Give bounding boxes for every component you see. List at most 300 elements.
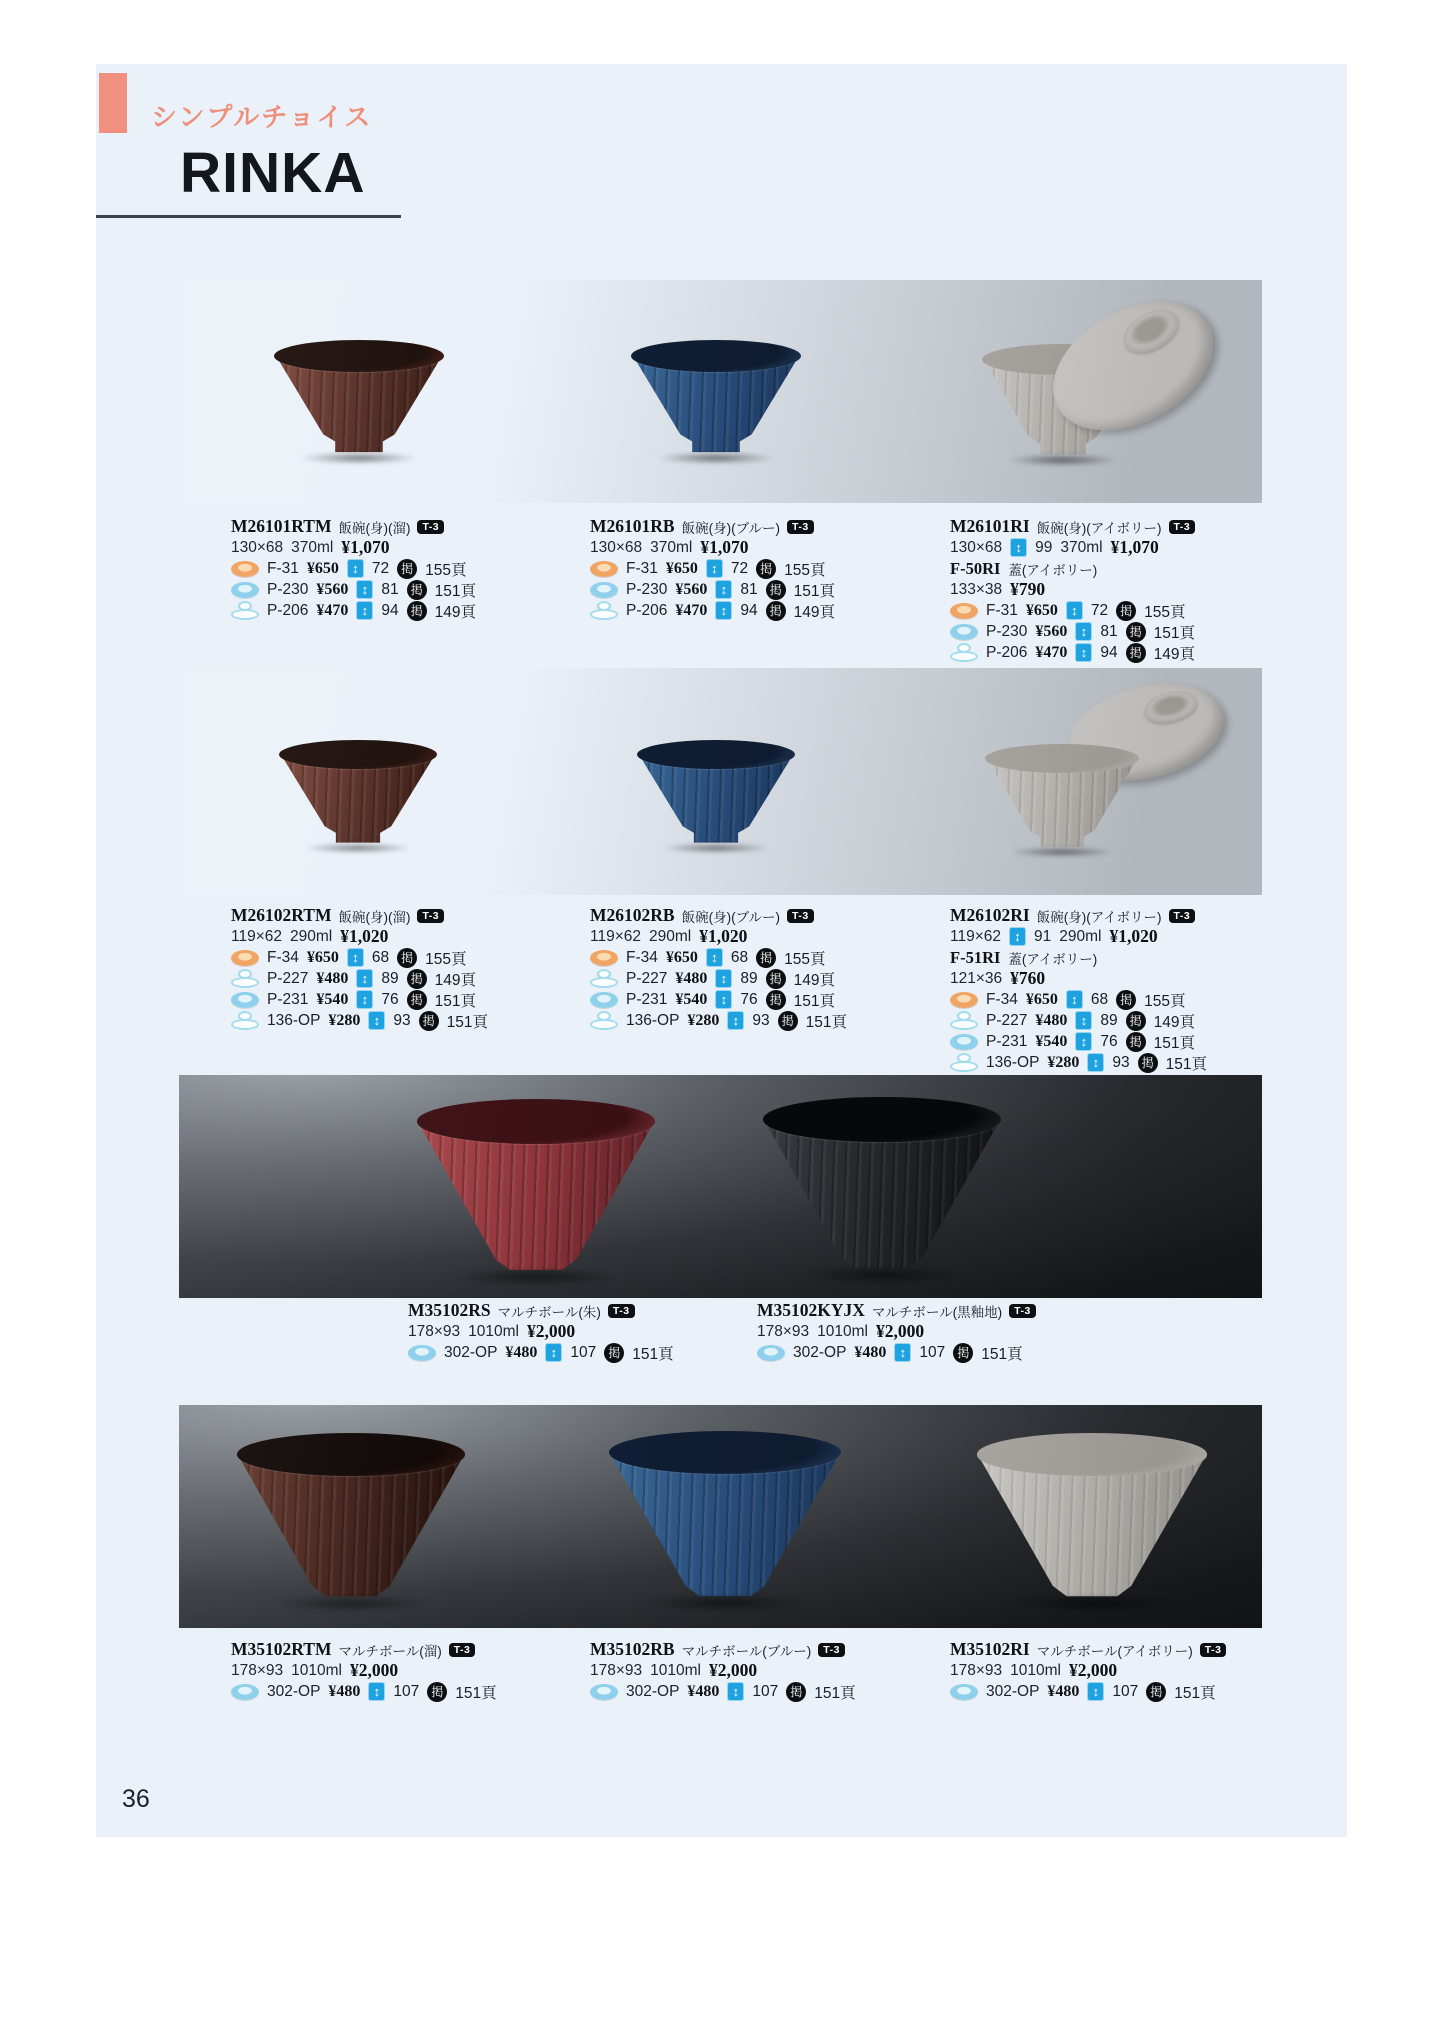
accessory-price: ¥650 xyxy=(665,559,698,577)
blue-lid-icon xyxy=(231,582,259,598)
stack-height-value: 72 xyxy=(1090,601,1109,619)
bowl-body xyxy=(977,1433,1207,1603)
product-code: M35102KYJX xyxy=(757,1300,865,1320)
stack-height-icon: ↕ xyxy=(727,1011,744,1030)
page-ref-value: 155頁 xyxy=(425,561,467,579)
stack-height-value: 72 xyxy=(371,559,390,577)
product-code: M26102RTM xyxy=(231,905,332,925)
outline-lid-icon xyxy=(590,969,618,988)
t3-badge: T-3 xyxy=(608,1304,635,1318)
accessory-row xyxy=(590,1681,935,1702)
accessory-code: 302-OP xyxy=(444,1343,498,1361)
orange-lid-icon xyxy=(950,992,978,1008)
price-value: ¥1,070 xyxy=(341,537,390,557)
stack-height-icon: ↕ xyxy=(347,948,364,967)
stack-height-value: 107 xyxy=(570,1343,597,1361)
stack-height-value: 81 xyxy=(740,580,758,598)
product-dims-row xyxy=(950,537,1295,558)
product-block xyxy=(950,1639,1295,1702)
photo-bowl-black xyxy=(763,1097,1001,1275)
accessory-price: ¥480 xyxy=(687,1682,720,1700)
accessory-row xyxy=(950,1052,1295,1073)
accessory-code: P-227 xyxy=(986,1011,1028,1029)
stack-height-value: 91 xyxy=(1034,927,1052,945)
bowl-body xyxy=(982,344,1144,460)
bowl-rim xyxy=(279,740,437,769)
outline-lid-icon xyxy=(950,1053,978,1072)
product-title-row xyxy=(590,905,935,926)
lid-dims-row xyxy=(950,579,1295,600)
stack-height-icon: ↕ xyxy=(356,601,373,620)
page-ref-icon: 掲 xyxy=(397,559,417,579)
lid-price: ¥790 xyxy=(1010,579,1046,599)
lid-price: ¥760 xyxy=(1010,968,1046,988)
size-value: 119×62 xyxy=(590,927,642,945)
page-number: 36 xyxy=(122,1785,150,1813)
stack-height-value: 93 xyxy=(752,1011,770,1029)
size-value: 119×62 xyxy=(950,927,1002,945)
size-value: 130×68 xyxy=(231,538,284,556)
page-ref-icon: 掲 xyxy=(604,1343,624,1363)
volume-value: 290ml xyxy=(290,927,333,945)
page-ref-icon: 掲 xyxy=(427,1682,447,1702)
volume-value: 370ml xyxy=(291,538,334,556)
page-ref-icon: 掲 xyxy=(786,1682,806,1702)
accessory-price: ¥280 xyxy=(687,1011,720,1029)
bowl-rim xyxy=(631,340,801,372)
page-ref-value: 149頁 xyxy=(1153,645,1195,663)
lid-dims-row xyxy=(950,968,1295,989)
page-ref-value: 155頁 xyxy=(425,950,467,968)
product-dims-row xyxy=(231,537,576,558)
accessory-code: 136-OP xyxy=(626,1011,680,1029)
accessory-code: P-231 xyxy=(986,1032,1028,1050)
page-ref-icon: 掲 xyxy=(407,601,427,621)
accessory-row xyxy=(231,1010,576,1031)
page-ref-value: 151頁 xyxy=(805,1013,848,1031)
volume-value: 290ml xyxy=(649,927,692,945)
page-ref-icon: 掲 xyxy=(766,580,786,600)
page-ref-value: 151頁 xyxy=(793,582,835,600)
accessory-row xyxy=(231,600,576,621)
t3-badge: T-3 xyxy=(818,1643,845,1657)
product-title-row xyxy=(950,1639,1295,1660)
stack-height-value: 76 xyxy=(381,990,399,1008)
accessory-code: F-34 xyxy=(986,990,1018,1008)
bowl-body xyxy=(763,1097,1001,1275)
accessory-code: 136-OP xyxy=(986,1053,1040,1071)
price-value: ¥2,000 xyxy=(876,1321,925,1341)
stack-height-value: 94 xyxy=(1100,643,1118,661)
photo-lid-ivory xyxy=(1058,668,1234,795)
stack-height-icon: ↕ xyxy=(1010,538,1027,557)
t3-badge: T-3 xyxy=(1009,1304,1036,1318)
accessory-row xyxy=(231,558,576,579)
accessory-row xyxy=(590,989,935,1010)
series-eyebrow: シンプルチョイス xyxy=(151,102,373,132)
stack-height-icon: ↕ xyxy=(715,601,732,620)
accessory-price: ¥280 xyxy=(328,1011,361,1029)
page-ref-value: 151頁 xyxy=(455,1684,497,1702)
volume-value: 1010ml xyxy=(817,1322,868,1340)
product-title-row xyxy=(757,1300,1102,1321)
page-ref-value: 151頁 xyxy=(434,992,476,1010)
product-code: M35102RTM xyxy=(231,1639,332,1659)
stack-height-value: 94 xyxy=(740,601,758,619)
accessory-code: P-230 xyxy=(267,580,309,598)
stack-height-value: 68 xyxy=(730,948,749,966)
product-block xyxy=(231,905,576,1031)
accessory-price: ¥470 xyxy=(675,601,708,619)
accessory-code: P-206 xyxy=(267,601,309,619)
accessory-row xyxy=(950,1681,1295,1702)
accessory-code: 136-OP xyxy=(267,1011,321,1029)
stack-height-icon: ↕ xyxy=(1087,1682,1104,1701)
stack-height-icon: ↕ xyxy=(715,580,732,599)
accessory-price: ¥470 xyxy=(316,601,349,619)
orange-lid-icon xyxy=(950,603,978,619)
orange-lid-icon xyxy=(231,561,259,577)
photo-bowl-ivory xyxy=(977,1433,1207,1603)
page-ref-icon: 掲 xyxy=(407,580,427,600)
stack-height-value: 107 xyxy=(919,1343,946,1361)
product-title-row xyxy=(231,1639,576,1660)
product-code: M35102RB xyxy=(590,1639,675,1659)
accessory-price: ¥650 xyxy=(306,948,339,966)
outline-lid-icon xyxy=(590,1011,618,1030)
page-title: RINKA xyxy=(180,141,366,205)
volume-value: 1010ml xyxy=(1010,1661,1061,1679)
product-block xyxy=(231,516,576,621)
accessory-code: P-230 xyxy=(986,622,1028,640)
accessory-price: ¥540 xyxy=(1035,1032,1068,1050)
stack-height-value: 93 xyxy=(393,1011,411,1029)
accessory-price: ¥470 xyxy=(1035,643,1068,661)
accessory-price: ¥480 xyxy=(854,1343,887,1361)
blue-lid-icon xyxy=(590,992,618,1008)
photo-bowl-tame xyxy=(237,1433,465,1603)
lid-title-row xyxy=(950,947,1295,968)
outline-lid-icon xyxy=(231,1011,259,1030)
product-block xyxy=(590,1639,935,1702)
t3-badge: T-3 xyxy=(1169,520,1196,534)
stack-height-icon: ↕ xyxy=(368,1011,385,1030)
accessory-row xyxy=(950,642,1295,663)
stack-height-value: 81 xyxy=(381,580,399,598)
blue-lid-icon xyxy=(950,1684,978,1700)
t3-badge: T-3 xyxy=(449,1643,476,1657)
product-title-row xyxy=(231,516,576,537)
page-ref-value: 151頁 xyxy=(434,582,476,600)
stack-height-icon: ↕ xyxy=(356,969,373,988)
stack-height-icon: ↕ xyxy=(1075,1032,1092,1051)
page-ref-icon: 掲 xyxy=(1126,622,1146,642)
accessory-price: ¥650 xyxy=(306,559,339,577)
product-code: M35102RI xyxy=(950,1639,1030,1659)
page-ref-value: 149頁 xyxy=(434,603,476,621)
lid-size: 121×36 xyxy=(950,969,1003,987)
page-ref-icon: 掲 xyxy=(1126,1011,1146,1031)
page-ref-value: 155頁 xyxy=(1144,603,1186,621)
accessory-row xyxy=(408,1342,753,1363)
bowl-body xyxy=(609,1431,841,1603)
accessory-code: F-31 xyxy=(626,559,658,577)
price-value: ¥2,000 xyxy=(709,1660,758,1680)
bowl-body xyxy=(985,744,1139,852)
accessory-row xyxy=(590,600,935,621)
stack-height-value: 89 xyxy=(740,969,758,987)
product-photo-band-2 xyxy=(179,668,1262,895)
volume-value: 370ml xyxy=(1060,538,1103,556)
stack-height-icon: ↕ xyxy=(1066,990,1083,1009)
accessory-row xyxy=(590,947,935,968)
lid-knob xyxy=(1141,686,1200,728)
product-photo-band-1 xyxy=(179,280,1262,503)
photo-bowl-blue xyxy=(637,740,795,848)
stack-height-icon: ↕ xyxy=(356,580,373,599)
size-value: 178×93 xyxy=(590,1661,643,1679)
stack-height-icon: ↕ xyxy=(1075,643,1092,662)
accessory-price: ¥540 xyxy=(675,990,708,1008)
product-title-row xyxy=(590,516,935,537)
accessory-code: P-206 xyxy=(986,643,1028,661)
page-ref-icon: 掲 xyxy=(766,990,786,1010)
price-value: ¥1,070 xyxy=(700,537,749,557)
volume-value: 1010ml xyxy=(468,1322,519,1340)
price-value: ¥2,000 xyxy=(1069,1660,1118,1680)
stack-height-value: 107 xyxy=(393,1682,420,1700)
accessory-row xyxy=(590,1010,935,1031)
bowl-body xyxy=(237,1433,465,1603)
page-ref-value: 151頁 xyxy=(981,1345,1023,1363)
accessory-row xyxy=(231,968,576,989)
price-value: ¥1,020 xyxy=(340,926,389,946)
accessory-row xyxy=(590,579,935,600)
t3-badge: T-3 xyxy=(787,909,814,923)
accessory-code: 302-OP xyxy=(793,1343,847,1361)
product-name: マルチボール(朱) xyxy=(497,1304,601,1320)
product-name: マルチボール(溜) xyxy=(338,1643,442,1659)
page-ref-icon: 掲 xyxy=(1126,643,1146,663)
lid-title-row xyxy=(950,558,1295,579)
page-ref-value: 151頁 xyxy=(793,992,835,1010)
product-title-row xyxy=(590,1639,935,1660)
accessory-code: P-231 xyxy=(626,990,668,1008)
accessory-row xyxy=(231,989,576,1010)
product-title-row xyxy=(950,516,1295,537)
product-title-row xyxy=(408,1300,753,1321)
t3-badge: T-3 xyxy=(1200,1643,1227,1657)
stack-height-icon: ↕ xyxy=(894,1343,911,1362)
lid-code: F-50RI xyxy=(950,558,1001,578)
stack-height-icon: ↕ xyxy=(356,990,373,1009)
accessory-price: ¥480 xyxy=(505,1343,538,1361)
size-value: 178×93 xyxy=(757,1322,810,1340)
orange-lid-icon xyxy=(231,950,259,966)
blue-lid-icon xyxy=(590,582,618,598)
accessory-price: ¥480 xyxy=(675,969,708,987)
orange-lid-icon xyxy=(590,561,618,577)
accent-bar xyxy=(99,73,127,133)
accessory-price: ¥280 xyxy=(1047,1053,1080,1071)
product-title-row xyxy=(231,905,576,926)
lid-size: 133×38 xyxy=(950,580,1003,598)
photo-bowl-blue xyxy=(631,340,801,458)
product-dims-row xyxy=(231,1660,576,1681)
page-ref-icon: 掲 xyxy=(953,1343,973,1363)
blue-lid-icon xyxy=(950,624,978,640)
accessory-row xyxy=(231,579,576,600)
page-ref-value: 151頁 xyxy=(1153,1034,1195,1052)
product-name: マルチボール(ブルー) xyxy=(681,1643,812,1659)
product-dims-row xyxy=(408,1321,753,1342)
size-value: 119×62 xyxy=(231,927,283,945)
stack-height-icon: ↕ xyxy=(368,1682,385,1701)
product-name: 飯碗(身)(アイボリー) xyxy=(1036,520,1162,536)
accessory-row xyxy=(590,558,935,579)
lid-disc xyxy=(1058,668,1234,795)
product-dims-row xyxy=(950,1660,1295,1681)
stack-height-icon: ↕ xyxy=(715,990,732,1009)
blue-lid-icon xyxy=(950,1034,978,1050)
page-ref-value: 149頁 xyxy=(793,971,835,989)
blue-lid-icon xyxy=(231,992,259,1008)
outline-lid-icon xyxy=(950,643,978,662)
accessory-row xyxy=(590,968,935,989)
outline-lid-icon xyxy=(231,969,259,988)
photo-bowl-tame xyxy=(274,340,444,458)
price-value: ¥1,070 xyxy=(1110,537,1159,557)
product-title-row xyxy=(950,905,1295,926)
accessory-price: ¥650 xyxy=(665,948,698,966)
volume-value: 1010ml xyxy=(650,1661,701,1679)
product-code: M26102RB xyxy=(590,905,675,925)
accessory-price: ¥560 xyxy=(1035,622,1068,640)
page-ref-value: 151頁 xyxy=(1174,1684,1216,1702)
page-ref-icon: 掲 xyxy=(1116,990,1136,1010)
page-ref-icon: 掲 xyxy=(1116,601,1136,621)
lid-knob xyxy=(1116,301,1185,361)
accessory-code: P-230 xyxy=(626,580,668,598)
bowl-body xyxy=(631,340,801,458)
accessory-code: 302-OP xyxy=(986,1682,1040,1700)
product-name: 飯碗(身)(溜) xyxy=(338,520,411,536)
accessory-code: F-34 xyxy=(267,948,299,966)
stack-height-icon: ↕ xyxy=(347,559,364,578)
bowl-rim xyxy=(609,1431,841,1474)
size-value: 178×93 xyxy=(950,1661,1003,1679)
page-ref-value: 151頁 xyxy=(1153,624,1195,642)
page-ref-value: 151頁 xyxy=(814,1684,856,1702)
accessory-code: P-227 xyxy=(267,969,309,987)
product-code: M26101RTM xyxy=(231,516,332,536)
stack-height-icon: ↕ xyxy=(1075,1011,1092,1030)
accessory-row xyxy=(950,621,1295,642)
orange-lid-icon xyxy=(590,950,618,966)
accessory-code: F-34 xyxy=(626,948,658,966)
stack-height-icon: ↕ xyxy=(727,1682,744,1701)
lid-name: 蓋(アイボリー) xyxy=(1008,951,1098,967)
product-dims-row xyxy=(590,537,935,558)
bowl-rim xyxy=(237,1433,465,1476)
product-dims-row xyxy=(950,926,1295,947)
product-dims-row xyxy=(590,1660,935,1681)
photo-bowl-ivory xyxy=(982,344,1144,460)
stack-height-value: 93 xyxy=(1112,1053,1130,1071)
bowl-body xyxy=(417,1099,655,1277)
bowl-body xyxy=(279,740,437,848)
price-value: ¥1,020 xyxy=(699,926,748,946)
t3-badge: T-3 xyxy=(417,520,444,534)
accessory-row xyxy=(757,1342,1102,1363)
product-block xyxy=(757,1300,1102,1363)
stack-height-value: 99 xyxy=(1035,538,1053,556)
accessory-price: ¥480 xyxy=(328,1682,361,1700)
price-value: ¥2,000 xyxy=(527,1321,576,1341)
accessory-code: 302-OP xyxy=(267,1682,321,1700)
accessory-row xyxy=(950,1010,1295,1031)
bowl-rim xyxy=(417,1099,655,1144)
outline-lid-icon xyxy=(231,601,259,620)
size-value: 178×93 xyxy=(408,1322,461,1340)
page-ref-icon: 掲 xyxy=(419,1011,439,1031)
accessory-price: ¥650 xyxy=(1025,601,1058,619)
lid-name: 蓋(アイボリー) xyxy=(1008,562,1098,578)
product-code: M35102RS xyxy=(408,1300,491,1320)
stack-height-value: 76 xyxy=(740,990,758,1008)
page-ref-icon: 掲 xyxy=(756,948,776,968)
page-ref-icon: 掲 xyxy=(407,969,427,989)
photo-bowl-blue xyxy=(609,1431,841,1603)
photo-bowl-vermillion xyxy=(417,1099,655,1277)
page-ref-value: 149頁 xyxy=(434,971,476,989)
stack-height-value: 107 xyxy=(752,1682,779,1700)
product-dims-row xyxy=(590,926,935,947)
stack-height-value: 68 xyxy=(1090,990,1109,1008)
stack-height-value: 107 xyxy=(1112,1682,1139,1700)
stack-height-value: 81 xyxy=(1100,622,1118,640)
page-ref-icon: 掲 xyxy=(397,948,417,968)
product-block xyxy=(950,905,1295,1073)
accessory-code: 302-OP xyxy=(626,1682,680,1700)
stack-height-value: 72 xyxy=(730,559,749,577)
stack-height-icon: ↕ xyxy=(715,969,732,988)
bowl-body xyxy=(637,740,795,848)
page-ref-value: 151頁 xyxy=(1165,1055,1208,1073)
bowl-rim xyxy=(985,744,1139,773)
price-value: ¥2,000 xyxy=(350,1660,399,1680)
accessory-price: ¥650 xyxy=(1025,990,1058,1008)
photo-bowl-ivory xyxy=(985,744,1139,852)
lid-code: F-51RI xyxy=(950,947,1001,967)
page-ref-value: 155頁 xyxy=(784,561,826,579)
page-ref-icon: 掲 xyxy=(407,990,427,1010)
product-code: M26102RI xyxy=(950,905,1030,925)
photo-bowl-tame xyxy=(279,740,437,848)
product-block xyxy=(231,1639,576,1702)
stack-height-value: 89 xyxy=(1100,1011,1118,1029)
bowl-rim xyxy=(763,1097,1001,1142)
size-value: 178×93 xyxy=(231,1661,284,1679)
product-name: マルチボール(黒釉地) xyxy=(871,1304,1003,1320)
stack-height-icon: ↕ xyxy=(706,559,723,578)
accessory-row xyxy=(950,1031,1295,1052)
volume-value: 290ml xyxy=(1059,927,1102,945)
product-name: 飯碗(身)(溜) xyxy=(338,909,411,925)
volume-value: 1010ml xyxy=(291,1661,342,1679)
accessory-code: P-227 xyxy=(626,969,668,987)
bowl-body xyxy=(274,340,444,458)
